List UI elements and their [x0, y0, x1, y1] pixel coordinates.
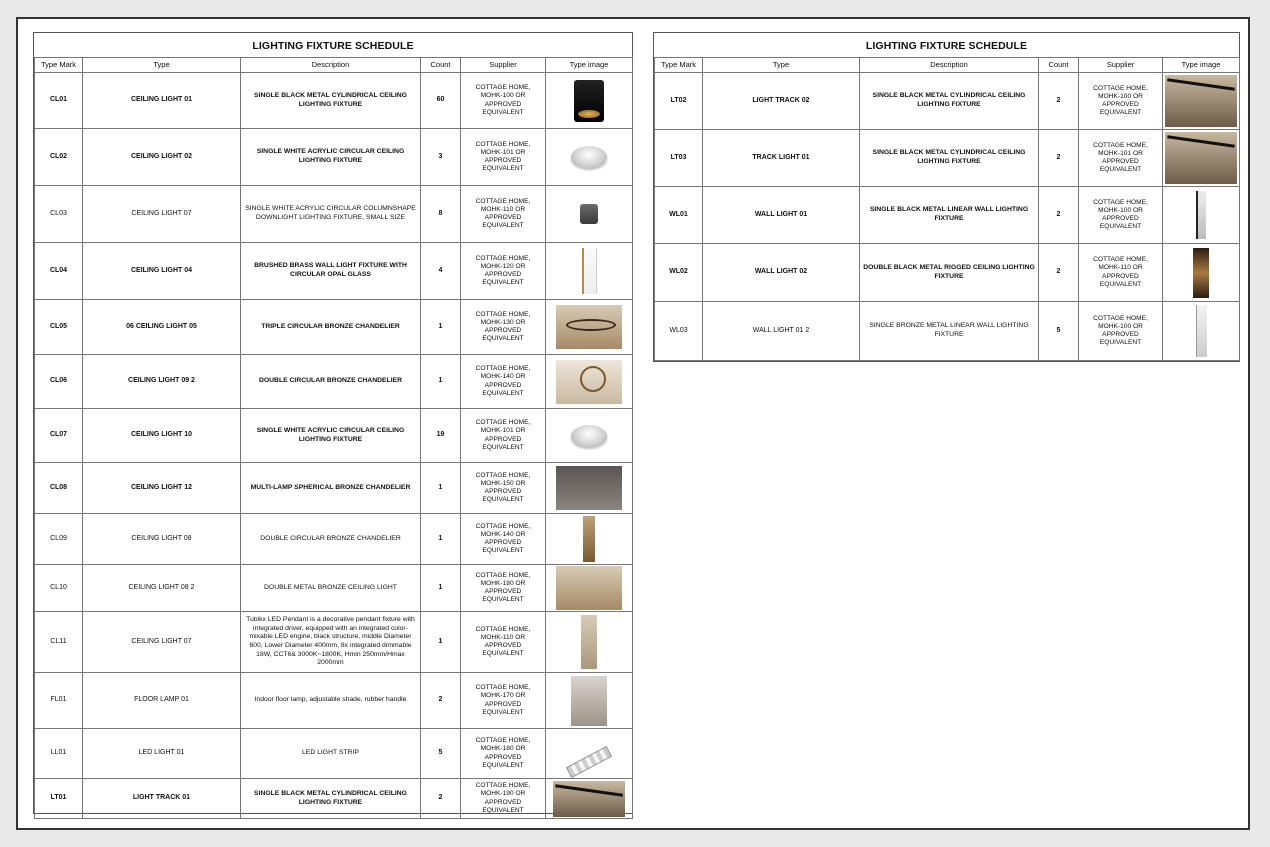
cell-supplier: COTTAGE HOME, MOHK-130 OR APPROVED EQUIVALENT — [461, 300, 546, 355]
cell-type: LED LIGHT 01 — [83, 729, 241, 779]
cell-description: SINGLE WHITE ACRYLIC CIRCULAR CEILING LIGHTING FIXTURE — [241, 409, 421, 463]
track-light-image — [553, 781, 625, 817]
cell-description: TRIPLE CIRCULAR BRONZE CHANDELIER — [241, 300, 421, 355]
cell-type-mark: WL03 — [655, 302, 703, 361]
cell-description: DOUBLE CIRCULAR BRONZE CHANDELIER — [241, 355, 421, 409]
cell-supplier: COTTAGE HOME, MOHK-140 OR APPROVED EQUIVALENT — [461, 355, 546, 409]
cell-type-mark: CL07 — [35, 409, 83, 463]
cell-count: 19 — [421, 409, 461, 463]
cell-type: CEILING LIGHT 01 — [83, 73, 241, 129]
cell-type: LIGHT TRACK 02 — [703, 73, 860, 130]
cell-count: 2 — [421, 673, 461, 729]
cell-count: 1 — [421, 612, 461, 673]
cell-type: WALL LIGHT 02 — [703, 244, 860, 302]
cell-description: Tubikx LED Pendant is a decorative pendant fixture with integrated driver, equipped with an integrated color-mixable LED engine, black structure, middle Diameter 600, Lower Diameter 400mm, 8x integrated dimmable 18W, CCT6& 3000K~1800K, Hmin 250mm/Hmax 2000mm — [241, 612, 421, 673]
col-header-supplier: Supplier — [461, 58, 546, 73]
track-light-image — [1165, 132, 1237, 184]
cell-count: 1 — [421, 355, 461, 409]
cell-supplier: COTTAGE HOME, MOHK-110 OR APPROVED EQUIVALENT — [461, 186, 546, 243]
bronze-linear-wall-light-image — [1196, 305, 1207, 357]
cell-type-image — [1163, 302, 1240, 361]
cell-description: SINGLE BLACK METAL LINEAR WALL LIGHTING FIXTURE — [860, 187, 1039, 244]
white-disc-ceiling-light-image — [571, 146, 607, 168]
table-row — [35, 612, 633, 673]
cell-supplier: COTTAGE HOME, MOHK-100 OR APPROVED EQUIVALENT — [461, 73, 546, 129]
cell-supplier: COTTAGE HOME, MOHK-190 OR APPROVED EQUIVALENT — [461, 779, 546, 819]
cell-type-image — [546, 129, 633, 186]
tall-bronze-light-image — [583, 516, 595, 562]
cell-description: BRUSHED BRASS WALL LIGHT FIXTURE WITH CIRCULAR OPAL GLASS — [241, 243, 421, 300]
led-strip-image — [566, 745, 612, 777]
cell-supplier: COTTAGE HOME, MOHK-100 OR APPROVED EQUIVALENT — [1079, 73, 1163, 130]
cell-type-mark: LT03 — [655, 130, 703, 187]
cell-description: LED LIGHT STRIP — [241, 729, 421, 779]
cell-count: 1 — [421, 463, 461, 514]
linear-wall-light-image — [1196, 191, 1206, 239]
left-schedule-title: LIGHTING FIXTURE SCHEDULE — [252, 40, 414, 52]
cell-type: CEILING LIGHT 07 — [83, 612, 241, 673]
cell-supplier: COTTAGE HOME, MOHK-180 OR APPROVED EQUIVALENT — [461, 565, 546, 612]
cell-type: CEILING LIGHT 02 — [83, 129, 241, 186]
led-pendant-image — [581, 615, 597, 669]
table-header-row — [655, 58, 1240, 73]
cell-type-image — [546, 243, 633, 300]
cell-supplier: COTTAGE HOME, MOHK-120 OR APPROVED EQUIVALENT — [461, 243, 546, 300]
black-cylinder-ceiling-light-image — [574, 80, 604, 122]
table-row — [35, 243, 633, 300]
cell-description: MULTI-LAMP SPHERICAL BRONZE CHANDELIER — [241, 463, 421, 514]
cell-type: CEILING LIGHT 10 — [83, 409, 241, 463]
cell-type-image — [546, 514, 633, 565]
cell-type-mark: CL01 — [35, 73, 83, 129]
cell-type: CEILING LIGHT 09 2 — [83, 355, 241, 409]
cell-type: CEILING LIGHT 12 — [83, 463, 241, 514]
cell-supplier: COTTAGE HOME, MOHK-150 OR APPROVED EQUIVALENT — [461, 463, 546, 514]
right-schedule-table — [654, 57, 1240, 361]
white-disc-ceiling-light-image — [571, 425, 607, 447]
cell-supplier: COTTAGE HOME, MOHK-101 OR APPROVED EQUIVALENT — [461, 409, 546, 463]
cell-type-image — [546, 186, 633, 243]
table-row — [35, 300, 633, 355]
cell-type-mark: CL08 — [35, 463, 83, 514]
col-header-type-image: Type image — [546, 58, 633, 73]
cell-type: CEILING LIGHT 08 2 — [83, 565, 241, 612]
cell-type-image — [546, 73, 633, 129]
cell-description: SINGLE BLACK METAL CYLINDRICAL CEILING LIGHTING FIXTURE — [241, 779, 421, 819]
table-row — [35, 73, 633, 129]
cell-type-image — [546, 612, 633, 673]
cell-description: SINGLE BLACK METAL CYLINDRICAL CEILING LIGHTING FIXTURE — [241, 73, 421, 129]
floor-lamp-image — [571, 676, 607, 726]
cell-count: 4 — [421, 243, 461, 300]
cell-count: 1 — [421, 514, 461, 565]
cell-supplier: COTTAGE HOME, MOHK-180 OR APPROVED EQUIVALENT — [461, 729, 546, 779]
drawing-sheet — [16, 17, 1250, 830]
cell-count: 2 — [1039, 73, 1079, 130]
right-schedule-title: LIGHTING FIXTURE SCHEDULE — [865, 40, 1028, 52]
cell-count: 2 — [421, 779, 461, 819]
cell-supplier: COTTAGE HOME, MOHK-110 OR APPROVED EQUIVALENT — [1079, 244, 1163, 302]
table-row — [35, 514, 633, 565]
track-light-image — [1165, 75, 1237, 127]
cell-type-image — [546, 300, 633, 355]
cell-type: CEILING LIGHT 04 — [83, 243, 241, 300]
spherical-chandelier-image — [556, 466, 622, 510]
cell-type-mark: CL02 — [35, 129, 83, 186]
cell-count: 2 — [1039, 187, 1079, 244]
cell-type-mark: CL03 — [35, 186, 83, 243]
cell-type-image — [1163, 187, 1240, 244]
cell-supplier: COTTAGE HOME, MOHK-100 OR APPROVED EQUIVALENT — [1079, 302, 1163, 361]
col-header-type: Type — [703, 58, 860, 73]
table-row — [655, 130, 1240, 187]
cell-type-mark: CL05 — [35, 300, 83, 355]
col-header-type-image: Type image — [1163, 58, 1240, 73]
table-row — [35, 779, 633, 819]
table-row — [655, 244, 1240, 302]
cell-type: LIGHT TRACK 01 — [83, 779, 241, 819]
left-schedule-table — [34, 57, 633, 819]
col-header-supplier: Supplier — [1079, 58, 1163, 73]
table-row — [35, 565, 633, 612]
circle-chandelier-image — [556, 360, 622, 404]
cell-type-mark: LT01 — [35, 779, 83, 819]
table-row — [655, 73, 1240, 130]
left-schedule — [33, 32, 633, 814]
cell-type: CEILING LIGHT 08 — [83, 514, 241, 565]
cell-description: SINGLE BLACK METAL CYLINDRICAL CEILING LIGHTING FIXTURE — [860, 130, 1039, 187]
cell-type: FLOOR LAMP 01 — [83, 673, 241, 729]
cell-type: 06 CEILING LIGHT 05 — [83, 300, 241, 355]
cell-type: CEILING LIGHT 07 — [83, 186, 241, 243]
brass-wall-light-image — [582, 248, 597, 294]
cell-count: 8 — [421, 186, 461, 243]
cell-count: 2 — [1039, 244, 1079, 302]
cell-type-mark: FL01 — [35, 673, 83, 729]
table-row — [655, 302, 1240, 361]
triple-ring-chandelier-image — [556, 305, 622, 349]
table-row — [35, 673, 633, 729]
table-row — [35, 463, 633, 514]
cell-type-mark: LL01 — [35, 729, 83, 779]
table-row — [35, 186, 633, 243]
cell-type-image — [546, 779, 633, 819]
cell-description: DOUBLE CIRCULAR BRONZE CHANDELIER — [241, 514, 421, 565]
cell-description: DOUBLE METAL BRONZE CEILING LIGHT — [241, 565, 421, 612]
col-header-type: Type — [83, 58, 241, 73]
cell-type: WALL LIGHT 01 2 — [703, 302, 860, 361]
table-row — [35, 729, 633, 779]
col-header-type-mark: Type Mark — [655, 58, 703, 73]
table-row — [35, 129, 633, 186]
cell-type-mark: CL09 — [35, 514, 83, 565]
cell-type-image — [1163, 130, 1240, 187]
cell-type-mark: WL01 — [655, 187, 703, 244]
cell-type-mark: CL11 — [35, 612, 83, 673]
cell-type-image — [1163, 73, 1240, 130]
cell-supplier: COTTAGE HOME, MOHK-110 OR APPROVED EQUIVALENT — [461, 612, 546, 673]
downlight-image — [580, 204, 598, 224]
cell-type-image — [546, 355, 633, 409]
cell-description: DOUBLE BLACK METAL RIGGED CEILING LIGHTING FIXTURE — [860, 244, 1039, 302]
cell-type-mark: CL04 — [35, 243, 83, 300]
cell-type-mark: CL10 — [35, 565, 83, 612]
col-header-count: Count — [421, 58, 461, 73]
cell-description: SINGLE BLACK METAL CYLINDRICAL CEILING LIGHTING FIXTURE — [860, 73, 1039, 130]
cell-description: Indoor floor lamp, adjustable shade, rubber handle — [241, 673, 421, 729]
cell-count: 1 — [421, 565, 461, 612]
cell-type-image — [546, 673, 633, 729]
cell-count: 5 — [1039, 302, 1079, 361]
table-row — [655, 187, 1240, 244]
table-header-row — [35, 58, 633, 73]
cell-supplier: COTTAGE HOME, MOHK-101 OR APPROVED EQUIVALENT — [461, 129, 546, 186]
cell-type: WALL LIGHT 01 — [703, 187, 860, 244]
cell-description: SINGLE WHITE ACRYLIC CIRCULAR COLUMNSHAPE DOWNLIGHT LIGHTING FIXTURE, SMALL SIZE — [241, 186, 421, 243]
cell-type-image — [546, 409, 633, 463]
metal-ceiling-light-image — [556, 566, 622, 610]
cell-count: 60 — [421, 73, 461, 129]
cell-type-image — [1163, 244, 1240, 302]
cell-type-image — [546, 565, 633, 612]
cell-supplier: COTTAGE HOME, MOHK-101 OR APPROVED EQUIVALENT — [1079, 130, 1163, 187]
cell-type-image — [546, 463, 633, 514]
cell-type: TRACK LIGHT 01 — [703, 130, 860, 187]
table-row — [35, 409, 633, 463]
cell-type-image — [546, 729, 633, 779]
col-header-description: Description — [860, 58, 1039, 73]
cell-count: 5 — [421, 729, 461, 779]
cell-supplier: COTTAGE HOME, MOHK-100 OR APPROVED EQUIVALENT — [1079, 187, 1163, 244]
right-schedule — [653, 32, 1240, 362]
cell-count: 2 — [1039, 130, 1079, 187]
cell-supplier: COTTAGE HOME, MOHK-170 OR APPROVED EQUIVALENT — [461, 673, 546, 729]
cell-supplier: COTTAGE HOME, MOHK-140 OR APPROVED EQUIVALENT — [461, 514, 546, 565]
rigged-wall-light-image — [1193, 248, 1209, 298]
cell-type-mark: CL06 — [35, 355, 83, 409]
cell-count: 1 — [421, 300, 461, 355]
cell-description: SINGLE BRONZE METAL LINEAR WALL LIGHTING FIXTURE — [860, 302, 1039, 361]
col-header-description: Description — [241, 58, 421, 73]
col-header-count: Count — [1039, 58, 1079, 73]
cell-type-mark: WL02 — [655, 244, 703, 302]
col-header-type-mark: Type Mark — [35, 58, 83, 73]
cell-description: SINGLE WHITE ACRYLIC CIRCULAR CEILING LIGHTING FIXTURE — [241, 129, 421, 186]
cell-type-mark: LT02 — [655, 73, 703, 130]
table-row — [35, 355, 633, 409]
cell-count: 3 — [421, 129, 461, 186]
